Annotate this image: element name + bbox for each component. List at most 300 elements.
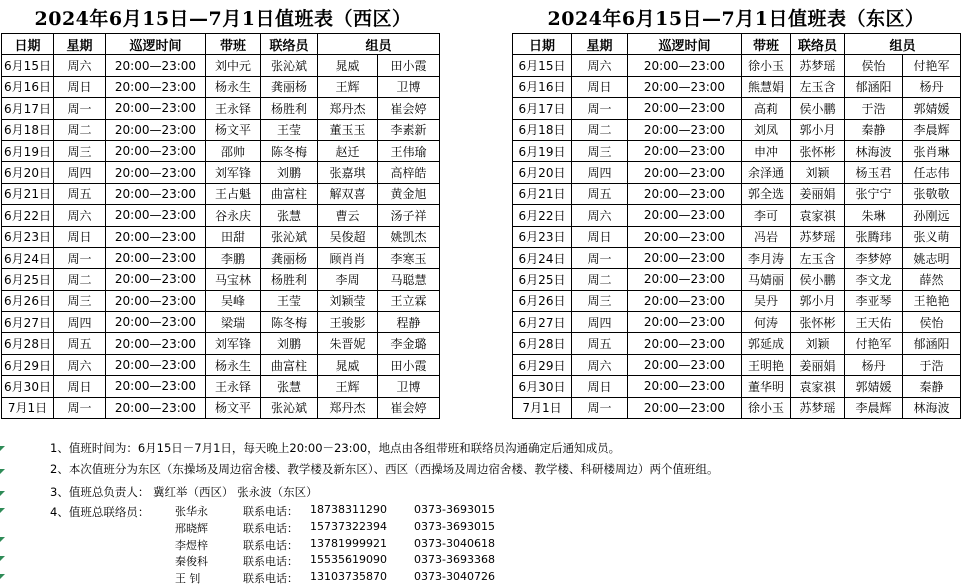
west-schedule-table bbox=[1, 33, 440, 419]
contact-name: 秦俊科 bbox=[175, 555, 208, 569]
cell-member-1: 王骏影 bbox=[318, 312, 378, 333]
cell-weekday: 周三 bbox=[572, 140, 628, 161]
cell-member-2: 李寒玉 bbox=[378, 247, 440, 268]
cell-member-2: 郭婧媛 bbox=[903, 98, 961, 119]
cell-leader: 李月涛 bbox=[742, 247, 791, 268]
cell-member-1: 刘颖莹 bbox=[318, 290, 378, 311]
cell-member-2: 郁涵阳 bbox=[903, 333, 961, 354]
table-row bbox=[2, 183, 440, 204]
cell-liaison: 张沁斌 bbox=[261, 397, 318, 418]
cell-patrol-time: 20:00—23:00 bbox=[106, 98, 206, 119]
cell-weekday: 周五 bbox=[572, 333, 628, 354]
contact-phone-label: 联系电话： bbox=[243, 521, 298, 535]
cell-patrol-time: 20:00—23:00 bbox=[106, 55, 206, 76]
cell-liaison: 郭小月 bbox=[791, 119, 845, 140]
cell-leader: 谷永庆 bbox=[206, 205, 261, 226]
cell-patrol-time: 20:00—23:00 bbox=[106, 140, 206, 161]
cell-weekday: 周三 bbox=[54, 140, 106, 161]
cell-member-2: 张肖琳 bbox=[903, 140, 961, 161]
contact-name: 王 钊 bbox=[175, 572, 201, 586]
cell-member-1: 王辉 bbox=[318, 376, 378, 397]
contact-mobile: 15737322394 bbox=[310, 519, 387, 533]
table-row bbox=[513, 98, 961, 119]
cell-member-2: 王立霖 bbox=[378, 290, 440, 311]
cell-liaison: 苏梦瑶 bbox=[791, 55, 845, 76]
cell-liaison: 张沁斌 bbox=[261, 226, 318, 247]
table-row bbox=[2, 397, 440, 418]
table-row bbox=[513, 290, 961, 311]
contact-phone-label: 联系电话： bbox=[243, 538, 298, 552]
contact-mobile: 13781999921 bbox=[310, 536, 387, 550]
cell-member-1: 秦静 bbox=[845, 119, 903, 140]
cell-date: 6月24日 bbox=[2, 247, 54, 268]
cell-member-2: 田小霞 bbox=[378, 55, 440, 76]
cell-leader: 李鹏 bbox=[206, 247, 261, 268]
cell-date: 6月23日 bbox=[2, 226, 54, 247]
cell-leader: 马婧丽 bbox=[742, 269, 791, 290]
cell-patrol-time: 20:00—23:00 bbox=[628, 183, 742, 204]
cell-date: 6月27日 bbox=[2, 312, 54, 333]
table-row bbox=[513, 376, 961, 397]
cell-leader: 刘军锋 bbox=[206, 333, 261, 354]
cell-comment-marker bbox=[0, 508, 5, 513]
notes-section bbox=[0, 436, 961, 586]
table-row bbox=[513, 119, 961, 140]
cell-member-1: 张宁宁 bbox=[845, 183, 903, 204]
cell-leader: 梁瑞 bbox=[206, 312, 261, 333]
cell-member-1: 付艳军 bbox=[845, 333, 903, 354]
cell-weekday: 周日 bbox=[572, 226, 628, 247]
table-row bbox=[513, 333, 961, 354]
cell-leader: 杨文平 bbox=[206, 397, 261, 418]
cell-date: 6月20日 bbox=[2, 162, 54, 183]
cell-liaison: 刘颖 bbox=[791, 162, 845, 183]
table-row bbox=[2, 55, 440, 76]
cell-member-1: 朱琳 bbox=[845, 205, 903, 226]
table-row bbox=[2, 269, 440, 290]
cell-liaison: 姜丽娟 bbox=[791, 354, 845, 375]
cell-member-1: 吴俊超 bbox=[318, 226, 378, 247]
cell-member-1: 晁威 bbox=[318, 55, 378, 76]
cell-weekday: 周一 bbox=[572, 98, 628, 119]
cell-liaison: 刘鹏 bbox=[261, 333, 318, 354]
cell-leader: 刘军锋 bbox=[206, 162, 261, 183]
cell-comment-marker bbox=[0, 537, 5, 542]
cell-member-2: 高梓皓 bbox=[378, 162, 440, 183]
cell-weekday: 周五 bbox=[54, 333, 106, 354]
table-row bbox=[2, 247, 440, 268]
cell-patrol-time: 20:00—23:00 bbox=[628, 290, 742, 311]
cell-weekday: 周六 bbox=[54, 354, 106, 375]
cell-date: 6月30日 bbox=[2, 376, 54, 397]
table-row bbox=[2, 98, 440, 119]
table-row bbox=[513, 312, 961, 333]
cell-member-1: 郭婧媛 bbox=[845, 376, 903, 397]
cell-member-1: 顾肖肖 bbox=[318, 247, 378, 268]
cell-member-2: 孙刚远 bbox=[903, 205, 961, 226]
cell-liaison: 刘鹏 bbox=[261, 162, 318, 183]
cell-liaison: 曲富柱 bbox=[261, 354, 318, 375]
col-patrol-time: 巡逻时间 bbox=[106, 34, 206, 55]
cell-weekday: 周六 bbox=[54, 55, 106, 76]
cell-date: 6月21日 bbox=[2, 183, 54, 204]
cell-member-2: 李金璐 bbox=[378, 333, 440, 354]
cell-weekday: 周一 bbox=[54, 98, 106, 119]
cell-liaison: 龚丽杨 bbox=[261, 247, 318, 268]
note-duty-time: 1、值班时间为：6月15日－7月1日，每天晚上20:00－23:00，地点由各组带班和联络员沟通确定后通知成员。 bbox=[50, 441, 621, 455]
table-row bbox=[513, 205, 961, 226]
cell-member-2: 姚志明 bbox=[903, 247, 961, 268]
cell-liaison: 陈冬梅 bbox=[261, 140, 318, 161]
table-row bbox=[2, 119, 440, 140]
cell-leader: 李可 bbox=[742, 205, 791, 226]
note-duty-zones: 2、本次值班分为东区（东操场及周边宿舍楼、教学楼及新东区）、西区（西操场及周边宿舍楼、教学楼、科研楼周边）两个值班组。 bbox=[50, 462, 719, 476]
cell-date: 6月16日 bbox=[513, 76, 572, 97]
col-weekday: 星期 bbox=[54, 34, 106, 55]
cell-date: 6月29日 bbox=[513, 354, 572, 375]
cell-date: 6月26日 bbox=[513, 290, 572, 311]
contact-office-phone: 0373-3040618 bbox=[414, 536, 495, 550]
cell-member-1: 郑丹杰 bbox=[318, 98, 378, 119]
cell-member-1: 郁涵阳 bbox=[845, 76, 903, 97]
cell-date: 6月19日 bbox=[513, 140, 572, 161]
cell-leader: 何涛 bbox=[742, 312, 791, 333]
cell-weekday: 周四 bbox=[54, 162, 106, 183]
cell-date: 6月30日 bbox=[513, 376, 572, 397]
table-row bbox=[513, 183, 961, 204]
cell-weekday: 周六 bbox=[54, 205, 106, 226]
cell-date: 6月29日 bbox=[2, 354, 54, 375]
table-row bbox=[513, 354, 961, 375]
cell-member-1: 李梦婷 bbox=[845, 247, 903, 268]
col-date: 日期 bbox=[2, 34, 54, 55]
table-row bbox=[513, 76, 961, 97]
cell-date: 6月22日 bbox=[513, 205, 572, 226]
cell-patrol-time: 20:00—23:00 bbox=[628, 55, 742, 76]
cell-member-2: 王艳艳 bbox=[903, 290, 961, 311]
cell-patrol-time: 20:00—23:00 bbox=[628, 205, 742, 226]
cell-patrol-time: 20:00—23:00 bbox=[106, 290, 206, 311]
cell-liaison: 龚丽杨 bbox=[261, 76, 318, 97]
cell-patrol-time: 20:00—23:00 bbox=[628, 269, 742, 290]
cell-liaison: 张怀彬 bbox=[791, 312, 845, 333]
cell-leader: 董华明 bbox=[742, 376, 791, 397]
table-row bbox=[513, 55, 961, 76]
col-liaison: 联络员 bbox=[261, 34, 318, 55]
cell-member-2: 侯怡 bbox=[903, 312, 961, 333]
cell-member-1: 李文龙 bbox=[845, 269, 903, 290]
cell-leader: 王永铎 bbox=[206, 98, 261, 119]
cell-member-2: 崔会婷 bbox=[378, 397, 440, 418]
cell-leader: 熊慧娟 bbox=[742, 76, 791, 97]
cell-weekday: 周六 bbox=[572, 55, 628, 76]
cell-leader: 杨文平 bbox=[206, 119, 261, 140]
east-schedule-table bbox=[512, 33, 961, 419]
cell-liaison: 侯小鹏 bbox=[791, 98, 845, 119]
cell-weekday: 周一 bbox=[54, 247, 106, 268]
cell-member-2: 于浩 bbox=[903, 354, 961, 375]
cell-weekday: 周四 bbox=[572, 162, 628, 183]
cell-weekday: 周四 bbox=[572, 312, 628, 333]
cell-leader: 高莉 bbox=[742, 98, 791, 119]
cell-date: 6月15日 bbox=[2, 55, 54, 76]
cell-leader: 徐小玉 bbox=[742, 397, 791, 418]
cell-patrol-time: 20:00—23:00 bbox=[106, 226, 206, 247]
cell-patrol-time: 20:00—23:00 bbox=[628, 397, 742, 418]
cell-patrol-time: 20:00—23:00 bbox=[628, 312, 742, 333]
cell-comment-marker bbox=[0, 491, 5, 496]
cell-weekday: 周三 bbox=[572, 290, 628, 311]
cell-patrol-time: 20:00—23:00 bbox=[628, 247, 742, 268]
cell-liaison: 苏梦瑶 bbox=[791, 226, 845, 247]
contact-mobile: 18738311290 bbox=[310, 503, 387, 516]
cell-member-2: 马聪慧 bbox=[378, 269, 440, 290]
contact-mobile: 13103735870 bbox=[310, 570, 387, 584]
cell-weekday: 周日 bbox=[54, 376, 106, 397]
east-schedule-title: 2024年6月15日—7月1日值班表（东区） bbox=[547, 8, 925, 30]
cell-date: 6月26日 bbox=[2, 290, 54, 311]
note-chief-liaison: 4、值班总联络员： bbox=[50, 505, 150, 519]
cell-weekday: 周日 bbox=[54, 76, 106, 97]
cell-weekday: 周五 bbox=[572, 183, 628, 204]
cell-liaison: 曲富柱 bbox=[261, 183, 318, 204]
cell-date: 6月25日 bbox=[513, 269, 572, 290]
cell-patrol-time: 20:00—23:00 bbox=[628, 354, 742, 375]
cell-liaison: 张慧 bbox=[261, 376, 318, 397]
cell-date: 6月18日 bbox=[513, 119, 572, 140]
cell-member-2: 姚凯杰 bbox=[378, 226, 440, 247]
cell-liaison: 袁家祺 bbox=[791, 205, 845, 226]
col-liaison: 联络员 bbox=[791, 34, 845, 55]
cell-patrol-time: 20:00—23:00 bbox=[106, 205, 206, 226]
cell-patrol-time: 20:00—23:00 bbox=[106, 162, 206, 183]
contact-name: 李煜梓 bbox=[175, 538, 208, 552]
cell-patrol-time: 20:00—23:00 bbox=[106, 119, 206, 140]
cell-leader: 吴峰 bbox=[206, 290, 261, 311]
note-chief-responsible: 3、值班总负责人： 冀红举（西区） 张永波（东区） bbox=[50, 485, 318, 499]
cell-member-2: 杨丹 bbox=[903, 76, 961, 97]
cell-member-1: 张嘉琪 bbox=[318, 162, 378, 183]
cell-patrol-time: 20:00—23:00 bbox=[106, 397, 206, 418]
table-row bbox=[2, 354, 440, 375]
cell-member-1: 杨丹 bbox=[845, 354, 903, 375]
cell-leader: 田甜 bbox=[206, 226, 261, 247]
cell-date: 6月25日 bbox=[2, 269, 54, 290]
cell-leader: 王占魁 bbox=[206, 183, 261, 204]
cell-leader: 郭全选 bbox=[742, 183, 791, 204]
table-row bbox=[2, 162, 440, 183]
cell-liaison: 杨胜利 bbox=[261, 98, 318, 119]
cell-leader: 郭延成 bbox=[742, 333, 791, 354]
cell-liaison: 左玉含 bbox=[791, 76, 845, 97]
cell-weekday: 周二 bbox=[54, 119, 106, 140]
header-row bbox=[2, 34, 440, 55]
cell-patrol-time: 20:00—23:00 bbox=[106, 247, 206, 268]
cell-leader: 马宝林 bbox=[206, 269, 261, 290]
cell-weekday: 周五 bbox=[54, 183, 106, 204]
cell-date: 6月28日 bbox=[513, 333, 572, 354]
contact-phone-label: 联系电话： bbox=[243, 555, 298, 569]
contact-phone-label: 联系电话： bbox=[243, 505, 298, 518]
col-members: 组员 bbox=[318, 34, 440, 55]
contact-office-phone: 0373-3693368 bbox=[414, 553, 495, 567]
table-row bbox=[2, 333, 440, 354]
cell-date: 6月24日 bbox=[513, 247, 572, 268]
cell-liaison: 张怀彬 bbox=[791, 140, 845, 161]
col-leader: 带班 bbox=[742, 34, 791, 55]
cell-member-2: 王伟瑜 bbox=[378, 140, 440, 161]
cell-patrol-time: 20:00—23:00 bbox=[106, 376, 206, 397]
cell-patrol-time: 20:00—23:00 bbox=[106, 269, 206, 290]
cell-patrol-time: 20:00—23:00 bbox=[628, 98, 742, 119]
cell-member-2: 李素新 bbox=[378, 119, 440, 140]
cell-member-2: 黄金旭 bbox=[378, 183, 440, 204]
cell-member-1: 王辉 bbox=[318, 76, 378, 97]
cell-weekday: 周日 bbox=[54, 226, 106, 247]
cell-patrol-time: 20:00—23:00 bbox=[628, 76, 742, 97]
cell-liaison: 姜丽娟 bbox=[791, 183, 845, 204]
cell-leader: 冯岩 bbox=[742, 226, 791, 247]
cell-weekday: 周一 bbox=[54, 397, 106, 418]
cell-patrol-time: 20:00—23:00 bbox=[106, 312, 206, 333]
cell-weekday: 周六 bbox=[572, 354, 628, 375]
contact-office-phone: 0373-3693015 bbox=[414, 503, 495, 516]
cell-weekday: 周二 bbox=[572, 269, 628, 290]
contact-office-phone: 0373-3693015 bbox=[414, 519, 495, 533]
cell-member-1: 李周 bbox=[318, 269, 378, 290]
col-weekday: 星期 bbox=[572, 34, 628, 55]
cell-member-2: 张义萌 bbox=[903, 226, 961, 247]
cell-member-1: 张腾玮 bbox=[845, 226, 903, 247]
cell-date: 6月28日 bbox=[2, 333, 54, 354]
cell-date: 6月21日 bbox=[513, 183, 572, 204]
cell-member-1: 曹云 bbox=[318, 205, 378, 226]
cell-member-1: 解双喜 bbox=[318, 183, 378, 204]
cell-weekday: 周日 bbox=[572, 376, 628, 397]
col-members: 组员 bbox=[845, 34, 961, 55]
cell-member-1: 林海波 bbox=[845, 140, 903, 161]
cell-leader: 王永铎 bbox=[206, 376, 261, 397]
cell-member-2: 任志伟 bbox=[903, 162, 961, 183]
cell-member-1: 朱晋妮 bbox=[318, 333, 378, 354]
table-row bbox=[2, 140, 440, 161]
cell-member-1: 李晨辉 bbox=[845, 397, 903, 418]
cell-member-2: 程静 bbox=[378, 312, 440, 333]
cell-liaison: 郭小月 bbox=[791, 290, 845, 311]
cell-patrol-time: 20:00—23:00 bbox=[628, 226, 742, 247]
cell-member-2: 付艳军 bbox=[903, 55, 961, 76]
west-schedule-title: 2024年6月15日—7月1日值班表（西区） bbox=[34, 8, 412, 30]
table-row bbox=[2, 226, 440, 247]
cell-member-2: 卫博 bbox=[378, 76, 440, 97]
cell-liaison: 刘颖 bbox=[791, 333, 845, 354]
cell-member-1: 董玉玉 bbox=[318, 119, 378, 140]
table-row bbox=[2, 76, 440, 97]
cell-comment-marker bbox=[0, 574, 5, 579]
cell-comment-marker bbox=[0, 446, 5, 451]
cell-date: 6月22日 bbox=[2, 205, 54, 226]
contact-name: 邢晓辉 bbox=[175, 521, 208, 535]
cell-weekday: 周一 bbox=[572, 397, 628, 418]
cell-date: 6月15日 bbox=[513, 55, 572, 76]
cell-liaison: 苏梦瑶 bbox=[791, 397, 845, 418]
cell-member-1: 赵迁 bbox=[318, 140, 378, 161]
table-row bbox=[2, 290, 440, 311]
contact-office-phone: 0373-3040726 bbox=[414, 570, 495, 584]
cell-liaison: 王莹 bbox=[261, 290, 318, 311]
cell-liaison: 陈冬梅 bbox=[261, 312, 318, 333]
cell-leader: 邵帅 bbox=[206, 140, 261, 161]
cell-patrol-time: 20:00—23:00 bbox=[628, 333, 742, 354]
cell-date: 6月23日 bbox=[513, 226, 572, 247]
table-row bbox=[513, 226, 961, 247]
contact-mobile: 15535619090 bbox=[310, 553, 387, 567]
cell-member-2: 张敬敬 bbox=[903, 183, 961, 204]
cell-member-1: 郑丹杰 bbox=[318, 397, 378, 418]
table-row bbox=[513, 269, 961, 290]
cell-leader: 余泽通 bbox=[742, 162, 791, 183]
cell-leader: 吴丹 bbox=[742, 290, 791, 311]
cell-patrol-time: 20:00—23:00 bbox=[628, 376, 742, 397]
cell-member-2: 汤子祥 bbox=[378, 205, 440, 226]
header-row bbox=[513, 34, 961, 55]
cell-member-1: 于浩 bbox=[845, 98, 903, 119]
cell-leader: 刘中元 bbox=[206, 55, 261, 76]
cell-leader: 杨永生 bbox=[206, 354, 261, 375]
cell-patrol-time: 20:00—23:00 bbox=[628, 140, 742, 161]
cell-liaison: 杨胜利 bbox=[261, 269, 318, 290]
cell-date: 6月20日 bbox=[513, 162, 572, 183]
cell-weekday: 周二 bbox=[572, 119, 628, 140]
contact-name: 张华永 bbox=[175, 505, 208, 518]
cell-member-1: 晁威 bbox=[318, 354, 378, 375]
cell-liaison: 张慧 bbox=[261, 205, 318, 226]
cell-weekday: 周六 bbox=[572, 205, 628, 226]
cell-patrol-time: 20:00—23:00 bbox=[106, 333, 206, 354]
cell-member-2: 秦静 bbox=[903, 376, 961, 397]
cell-member-1: 李亚琴 bbox=[845, 290, 903, 311]
cell-date: 7月1日 bbox=[513, 397, 572, 418]
table-row bbox=[2, 376, 440, 397]
col-date: 日期 bbox=[513, 34, 572, 55]
cell-member-2: 林海波 bbox=[903, 397, 961, 418]
cell-member-2: 崔会婷 bbox=[378, 98, 440, 119]
cell-leader: 王明艳 bbox=[742, 354, 791, 375]
cell-date: 6月27日 bbox=[513, 312, 572, 333]
cell-date: 7月1日 bbox=[2, 397, 54, 418]
cell-comment-marker bbox=[0, 469, 5, 474]
cell-member-2: 李晨辉 bbox=[903, 119, 961, 140]
cell-weekday: 周日 bbox=[572, 76, 628, 97]
cell-date: 6月17日 bbox=[2, 98, 54, 119]
cell-leader: 申冲 bbox=[742, 140, 791, 161]
cell-date: 6月16日 bbox=[2, 76, 54, 97]
col-patrol-time: 巡逻时间 bbox=[628, 34, 742, 55]
cell-liaison: 左玉含 bbox=[791, 247, 845, 268]
cell-patrol-time: 20:00—23:00 bbox=[628, 162, 742, 183]
cell-weekday: 周四 bbox=[54, 312, 106, 333]
cell-liaison: 张沁斌 bbox=[261, 55, 318, 76]
cell-weekday: 周一 bbox=[572, 247, 628, 268]
table-row bbox=[513, 140, 961, 161]
table-row bbox=[2, 312, 440, 333]
cell-member-2: 田小霞 bbox=[378, 354, 440, 375]
cell-liaison: 侯小鹏 bbox=[791, 269, 845, 290]
cell-comment-marker bbox=[0, 556, 5, 561]
cell-date: 6月19日 bbox=[2, 140, 54, 161]
table-row bbox=[513, 397, 961, 418]
table-row bbox=[513, 162, 961, 183]
